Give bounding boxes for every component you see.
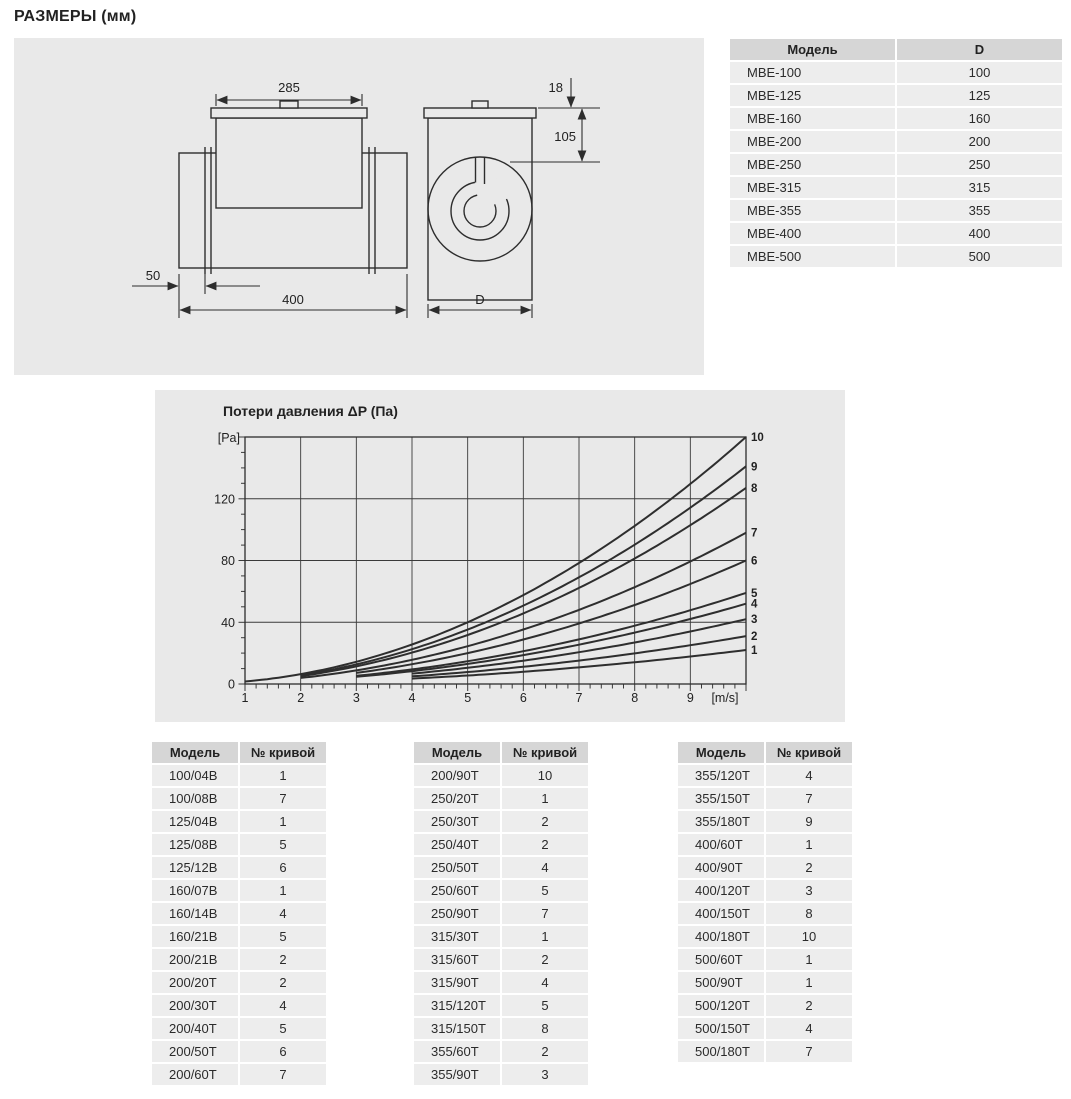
value-cell: 2 xyxy=(766,857,852,878)
table-row xyxy=(678,1041,852,1062)
column-header: Модель xyxy=(678,742,764,763)
value-cell: 4 xyxy=(502,972,588,993)
curve-10 xyxy=(245,437,746,682)
model-cell: 200/50T xyxy=(152,1041,238,1062)
model-cell: 400/60T xyxy=(678,834,764,855)
table-row xyxy=(678,834,852,855)
model-cell: 355/150T xyxy=(678,788,764,809)
table-row xyxy=(152,811,326,832)
curve-label: 3 xyxy=(751,614,758,627)
dim-label-285: 285 xyxy=(278,80,300,95)
table-row xyxy=(152,995,326,1016)
column-header: № кривой xyxy=(240,742,326,763)
value-cell: 1 xyxy=(766,834,852,855)
value-cell: 315 xyxy=(897,177,1062,198)
table-row xyxy=(152,1018,326,1039)
table-row xyxy=(152,788,326,809)
value-cell: 100 xyxy=(897,62,1062,83)
table-row xyxy=(152,1041,326,1062)
model-cell: 250/40T xyxy=(414,834,500,855)
pressure-loss-chart xyxy=(155,418,845,722)
table-row xyxy=(678,857,852,878)
value-cell: 8 xyxy=(766,903,852,924)
table-row xyxy=(152,1064,326,1085)
x-tick-label: 2 xyxy=(297,691,305,705)
value-cell: 7 xyxy=(766,1041,852,1062)
value-cell: 2 xyxy=(502,949,588,970)
table-row xyxy=(678,926,852,947)
model-cell: 160/21B xyxy=(152,926,238,947)
model-cell: 250/30T xyxy=(414,811,500,832)
x-tick-label: 4 xyxy=(408,691,416,705)
table-row xyxy=(414,834,588,855)
x-tick-label: 7 xyxy=(575,691,583,705)
model-cell: MBE-250 xyxy=(730,154,895,175)
value-cell: 6 xyxy=(240,857,326,878)
table-row xyxy=(678,765,852,786)
x-tick-label: 8 xyxy=(631,691,639,705)
curve-label: 5 xyxy=(751,587,758,600)
y-tick-label: 120 xyxy=(214,492,235,507)
chart-title: Потери давления ΔP (Па) xyxy=(223,403,398,419)
table-row xyxy=(414,765,588,786)
value-cell: 5 xyxy=(502,995,588,1016)
table-row xyxy=(414,857,588,878)
model-cell: 400/150T xyxy=(678,903,764,924)
value-cell: 4 xyxy=(240,995,326,1016)
table-row xyxy=(414,995,588,1016)
table-row xyxy=(414,1064,588,1085)
table-row xyxy=(678,995,852,1016)
table-row xyxy=(730,131,1062,152)
value-cell: 1 xyxy=(502,926,588,947)
curve-label: 10 xyxy=(751,432,764,444)
value-cell: 400 xyxy=(897,223,1062,244)
value-cell: 3 xyxy=(502,1064,588,1085)
dimensions-drawing xyxy=(14,38,704,375)
value-cell: 4 xyxy=(502,857,588,878)
model-cell: 500/90T xyxy=(678,972,764,993)
model-cell: 400/120T xyxy=(678,880,764,901)
curve-label: 4 xyxy=(751,598,758,611)
dim-label-400: 400 xyxy=(282,292,304,307)
table-row xyxy=(152,972,326,993)
value-cell: 2 xyxy=(502,811,588,832)
table-row xyxy=(414,1018,588,1039)
model-cell: 315/90T xyxy=(414,972,500,993)
model-cell: 160/14B xyxy=(152,903,238,924)
curve-label: 1 xyxy=(751,645,758,657)
model-cell: 355/90T xyxy=(414,1064,500,1085)
table-row xyxy=(414,811,588,832)
model-cell: 355/120T xyxy=(678,765,764,786)
value-cell: 500 xyxy=(897,246,1062,267)
model-cell: 500/60T xyxy=(678,949,764,970)
model-cell: 500/150T xyxy=(678,1018,764,1039)
y-tick-label: 80 xyxy=(221,554,235,568)
table-row xyxy=(414,880,588,901)
model-cell: MBE-200 xyxy=(730,131,895,152)
model-cell: 355/60T xyxy=(414,1041,500,1062)
curve-label: 6 xyxy=(751,555,758,568)
x-axis-unit: [m/s] xyxy=(711,691,739,705)
value-cell: 160 xyxy=(897,108,1062,129)
value-cell: 1 xyxy=(240,811,326,832)
value-cell: 1 xyxy=(240,765,326,786)
model-cell: 315/120T xyxy=(414,995,500,1016)
model-cell: 200/21B xyxy=(152,949,238,970)
table-row xyxy=(152,880,326,901)
value-cell: 4 xyxy=(240,903,326,924)
value-cell: 7 xyxy=(240,788,326,809)
model-cell: 500/180T xyxy=(678,1041,764,1062)
model-cell: 250/20T xyxy=(414,788,500,809)
table-row xyxy=(678,949,852,970)
model-cell: MBE-100 xyxy=(730,62,895,83)
table-row xyxy=(730,62,1062,83)
y-tick-label: 40 xyxy=(221,615,235,630)
column-header: № кривой xyxy=(502,742,588,763)
column-header: Модель xyxy=(152,742,238,763)
table-row xyxy=(678,880,852,901)
model-cell: 355/180T xyxy=(678,811,764,832)
table-row xyxy=(414,788,588,809)
table-row xyxy=(152,765,326,786)
model-cell: 250/90T xyxy=(414,903,500,924)
model-cell: 160/07B xyxy=(152,880,238,901)
table-row xyxy=(730,177,1062,198)
curve-label: 2 xyxy=(751,631,758,644)
dimensions-table xyxy=(728,37,1064,269)
value-cell: 250 xyxy=(897,154,1062,175)
value-cell: 10 xyxy=(502,765,588,786)
table-row xyxy=(678,1018,852,1039)
table-row xyxy=(152,834,326,855)
model-cell: MBE-125 xyxy=(730,85,895,106)
pressure-loss-chart-panel xyxy=(155,390,845,722)
end-view-lid xyxy=(424,108,536,118)
dimensions-drawing-panel xyxy=(14,38,704,375)
table-row xyxy=(414,903,588,924)
value-cell: 10 xyxy=(766,926,852,947)
model-cell: 315/150T xyxy=(414,1018,500,1039)
x-tick-label: 9 xyxy=(686,691,694,705)
dim-label-18: 18 xyxy=(548,80,563,95)
table-row xyxy=(678,788,852,809)
value-cell: 9 xyxy=(766,811,852,832)
table-row xyxy=(152,926,326,947)
value-cell: 1 xyxy=(766,972,852,993)
model-cell: MBE-315 xyxy=(730,177,895,198)
column-header: № кривой xyxy=(766,742,852,763)
value-cell: 2 xyxy=(766,995,852,1016)
value-cell: 200 xyxy=(897,131,1062,152)
column-header: Модель xyxy=(414,742,500,763)
value-cell: 1 xyxy=(240,880,326,901)
model-cell: 100/08B xyxy=(152,788,238,809)
table-row xyxy=(678,903,852,924)
value-cell: 4 xyxy=(766,765,852,786)
table-row xyxy=(414,972,588,993)
curve-4 xyxy=(356,604,746,677)
value-cell: 1 xyxy=(766,949,852,970)
table-row xyxy=(152,903,326,924)
value-cell: 6 xyxy=(240,1041,326,1062)
model-cell: 400/90T xyxy=(678,857,764,878)
model-cell: 200/60T xyxy=(152,1064,238,1085)
value-cell: 2 xyxy=(502,834,588,855)
value-cell: 2 xyxy=(240,949,326,970)
curve-table-1 xyxy=(150,740,328,1087)
dim-label-D: D xyxy=(475,292,485,307)
model-cell: 315/60T xyxy=(414,949,500,970)
dim-label-105: 105 xyxy=(554,129,576,144)
model-cell: 200/30T xyxy=(152,995,238,1016)
model-cell: 125/12B xyxy=(152,857,238,878)
model-cell: MBE-500 xyxy=(730,246,895,267)
terminal-box-lid xyxy=(211,108,367,118)
table-row xyxy=(730,108,1062,129)
value-cell: 1 xyxy=(502,788,588,809)
terminal-box xyxy=(216,118,362,208)
model-cell: 315/30T xyxy=(414,926,500,947)
table-row xyxy=(730,85,1062,106)
curve-table-2 xyxy=(412,740,590,1087)
value-cell: 7 xyxy=(766,788,852,809)
column-header: D xyxy=(897,39,1062,60)
model-cell: MBE-160 xyxy=(730,108,895,129)
table-row xyxy=(730,223,1062,244)
table-row xyxy=(730,200,1062,221)
model-cell: 100/04B xyxy=(152,765,238,786)
page-title: РАЗМЕРЫ (мм) xyxy=(14,8,137,25)
model-cell: 125/04B xyxy=(152,811,238,832)
table-row xyxy=(152,857,326,878)
value-cell: 125 xyxy=(897,85,1062,106)
table-row xyxy=(414,949,588,970)
table-row xyxy=(678,972,852,993)
model-cell: 250/60T xyxy=(414,880,500,901)
value-cell: 5 xyxy=(502,880,588,901)
curve-table-3 xyxy=(676,740,854,1064)
dim-label-50: 50 xyxy=(145,268,161,283)
model-cell: 200/90T xyxy=(414,765,500,786)
value-cell: 2 xyxy=(502,1041,588,1062)
value-cell: 5 xyxy=(240,834,326,855)
curve-label: 8 xyxy=(751,482,758,495)
value-cell: 355 xyxy=(897,200,1062,221)
x-tick-label: 6 xyxy=(519,691,527,705)
value-cell: 7 xyxy=(240,1064,326,1085)
x-tick-label: 1 xyxy=(241,691,249,705)
table-row xyxy=(730,246,1062,267)
table-row xyxy=(678,811,852,832)
model-cell: 400/180T xyxy=(678,926,764,947)
value-cell: 2 xyxy=(240,972,326,993)
y-axis-unit: [Pa] xyxy=(217,431,240,445)
model-cell: 500/120T xyxy=(678,995,764,1016)
value-cell: 3 xyxy=(766,880,852,901)
end-view-handle xyxy=(472,101,488,108)
model-cell: 250/50T xyxy=(414,857,500,878)
value-cell: 7 xyxy=(502,903,588,924)
y-tick-label: 0 xyxy=(228,677,235,692)
lid-handle xyxy=(280,101,298,108)
value-cell: 4 xyxy=(766,1018,852,1039)
model-cell: 200/40T xyxy=(152,1018,238,1039)
table-row xyxy=(414,1041,588,1062)
table-row xyxy=(414,926,588,947)
value-cell: 5 xyxy=(240,926,326,947)
value-cell: 8 xyxy=(502,1018,588,1039)
curve-label: 9 xyxy=(751,461,758,474)
model-cell: 125/08B xyxy=(152,834,238,855)
x-tick-label: 5 xyxy=(464,691,472,705)
model-cell: 200/20T xyxy=(152,972,238,993)
table-row xyxy=(730,154,1062,175)
x-tick-label: 3 xyxy=(352,691,360,705)
model-cell: MBE-355 xyxy=(730,200,895,221)
table-row xyxy=(152,949,326,970)
model-cell: MBE-400 xyxy=(730,223,895,244)
column-header: Модель xyxy=(730,39,895,60)
value-cell: 5 xyxy=(240,1018,326,1039)
curve-label: 7 xyxy=(751,527,758,540)
